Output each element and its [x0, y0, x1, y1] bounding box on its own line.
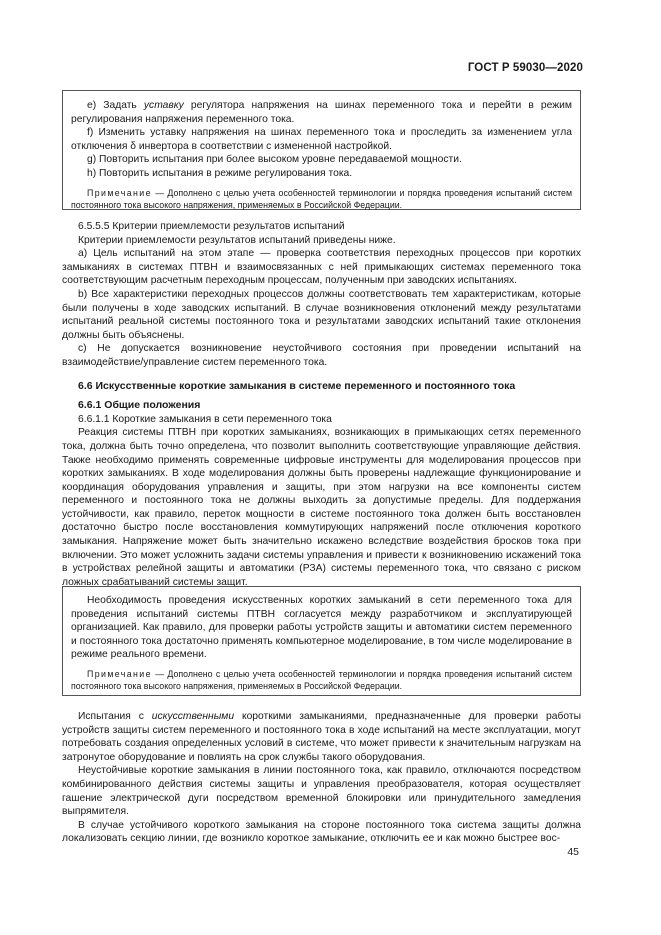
- section-6-6-1-1-title: 6.6.1.1 Короткие замыкания в сети переменного тока: [78, 413, 332, 425]
- item-e: е) Задать уставку регулятора напряжения на шинах переменного тока и перейти в режим регулирования напряжения переменного тока.: [71, 100, 572, 125]
- tail-text-block: [62, 710, 581, 846]
- note-label: Примечание: [87, 187, 152, 198]
- amendment-box-1: [62, 90, 581, 210]
- note-label: Примечание: [87, 668, 152, 679]
- note-1: Примечание — Дополнено с целью учета особенностей терминологии и порядка проведения испытаний систем постоянного тока высокого напряжения, применяемых в Российской Федерации.: [71, 187, 572, 210]
- item-h: h) Повторить испытания в режиме регулирования тока.: [87, 167, 353, 179]
- section-6-6-heading: 6.6 Искусственные короткие замыкания в системе переменного и постоянного тока: [78, 379, 516, 392]
- criterion-c: с) Не допускается возникновение неустойчивого состояния при проведении испытаний на взаимодействие/управление систем переменного тока.: [62, 343, 581, 368]
- item-g: g) Повторить испытания при более высоком уровне передаваемой мощности.: [87, 154, 462, 166]
- section-6-6-1-heading: 6.6.1 Общие положения: [78, 399, 201, 412]
- note-2: Примечание — Дополнено с целью учета особенностей терминологии и порядка проведения испытаний систем постоянного тока высокого напряжения, применяемых в Российской Федерации.: [71, 668, 572, 691]
- page-number: 45: [567, 846, 579, 858]
- unstable-faults-paragraph: Неустойчивые короткие замыкания в линии постоянного тока, как правило, отключаются посредством комбинированного действия системы защиты и управления преобразователя, которая осуществляет гашение электрической дуги посредством временной блокировки или принудительного замедления выпрямителя.: [62, 765, 581, 818]
- criterion-a: а) Цель испытаний на этом этапе — проверка соответствия переходных процессов при коротких замыканиях в системах ПТВН и взаимосвязанных с ней примыкающих системах переменного тока соответствующим расчетным переходным процессам, полученным при заводских испытаниях.: [62, 248, 581, 287]
- stable-faults-paragraph: В случае устойчивого короткого замыкания на стороне постоянного тока система защиты должна локализовать секцию линии, где возникло короткое замыкание, отключить ее и как можно быстрее вос-: [62, 819, 581, 845]
- criterion-b: b) Все характеристики переходных процессов должны соответствовать тем характеристикам, которые были получены в ходе заводских испытаний. В случае возникновения отклонений между результатами испытаний реальной системы постоянного тока и результатами заводских испытаний такие отклонения должны быть объяснены.: [62, 288, 581, 341]
- criteria-intro: Критерии приемлемости результатов испытаний приведены ниже.: [78, 234, 396, 246]
- artificial-faults-paragraph: Испытания с искусственными короткими замыканиями, предназначенные для проверки работы устройств защиты систем переменного и постоянного тока в ходе испытаний на месте эксплуатации, могут потребовать создания определенных условий в системе, что может привести к значительным нагрузкам на затронутое оборудование и повлиять на срок службы такого оборудования.: [62, 711, 581, 763]
- box2-paragraph: Необходимость проведения искусственных коротких замыканий в сети переменного тока для проведения испытаний системы ПТВН согласуется между разработчиком и эксплуатирующей организацией. Как правило, для проверки работы устройств защиты и автоматики систем переменного и постоянного тока достаточно применять компьютерное моделирование, в том числе моделирование в режиме реального времени.: [71, 595, 572, 661]
- item-f: f) Изменить уставку напряжения на шинах переменного тока и проследить за изменением угла отключения δ инвертора в соответствии с измененной настройкой.: [71, 127, 572, 152]
- main-text-block: [62, 220, 581, 589]
- ac-faults-paragraph: Реакция системы ПТВН при коротких замыканиях, возникающих в примыкающих сетях переменного тока, должна быть точно определена, что позволит выполнить соответствующие управляющие действия. Также необходимо применять современные цифровые инструменты для моделирования процессов при коротких замыканиях. В ходе моделирования должны быть проверены надлежащие функционирование и координация оборудования управления и защиты, при этом нагрузки на все компоненты систем переменного и постоянного тока не должны выходить за допустимые пределы. Для поддержания устойчивости, как правило, переток мощности в системе постоянного тока должен быть восстановлен достаточно быстро после восстановления коммутирующих напряжений после отключения короткого замыкания. Напряжение может быть значительно искажено вследствие воздействия бросков тока при включении. Это может усложнить задачи системы управления и привести к возникновению искажений тока в устройствах релейной защиты и автоматики (РЗА) системы переменного тока, что связано с риском ложных срабатываний системы защит.: [62, 427, 581, 588]
- section-6-5-5-5-title: 6.5.5.5 Критерии приемлемости результатов испытаний: [78, 221, 345, 232]
- amendment-box-2: [62, 586, 581, 696]
- document-id: ГОСТ Р 59030—2020: [467, 62, 583, 74]
